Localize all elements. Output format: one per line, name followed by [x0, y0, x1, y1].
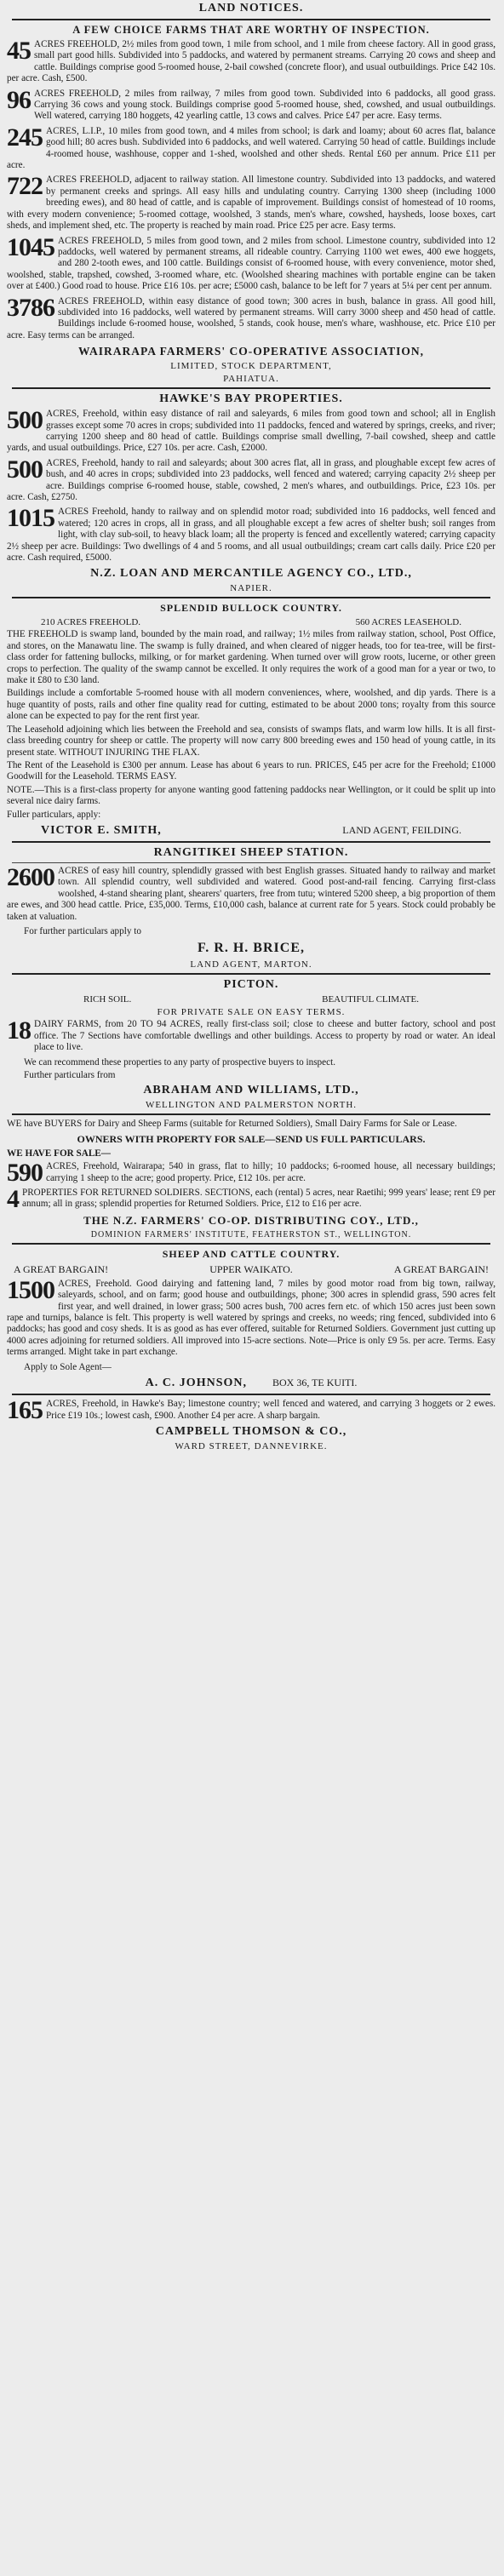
- agent-signature: [41, 824, 461, 838]
- listing-500-acres-b: [7, 455, 495, 504]
- company-subtitle: LIMITED, STOCK DEPARTMENT,: [170, 361, 332, 372]
- freehold-label: 210 ACRES FREEHOLD.: [41, 617, 141, 628]
- more-info: Further particulars from: [24, 1070, 116, 1080]
- divider: [12, 1113, 490, 1115]
- section-title-bullock: SPLENDID BULLOCK COUNTRY.: [160, 602, 342, 615]
- owners-notice: OWNERS WITH PROPERTY FOR SALE—SEND US FULL PARTICULARS.: [77, 1132, 426, 1145]
- acre-number: 1500: [7, 1275, 54, 1304]
- agent-name: ABRAHAM AND WILLIAMS, LTD.,: [143, 1084, 359, 1097]
- acre-number: 3786: [7, 293, 54, 322]
- for-sale-label: WE HAVE FOR SALE—: [7, 1148, 111, 1159]
- company-name: N.Z. LOAN AND MERCANTILE AGENCY CO., LTD.,: [90, 567, 412, 581]
- divider: [12, 862, 490, 863]
- company-address: DOMINION FARMERS' INSTITUTE, FEATHERSTON ST., WELLINGTON.: [90, 1229, 412, 1239]
- bargain-left: A GREAT BARGAIN!: [14, 1262, 109, 1275]
- acre-number: 2600: [7, 862, 54, 891]
- divider: [12, 19, 490, 20]
- listing-18-dairy-farms: [7, 1016, 495, 1053]
- paragraph: The Rent of the Leasehold is £300 per annum. Lease has about 6 years to run. PRICES, £45 per acre for the Freehold; £1000 Goodwill for the Leasehold. TERMS EASY.: [7, 759, 495, 782]
- section-title-inspection: A FEW CHOICE FARMS THAT ARE WORTHY OF INSPECTION.: [72, 24, 430, 36]
- acreage-split: [41, 617, 461, 627]
- page-title: LAND NOTICES.: [198, 2, 304, 14]
- acre-number: 1045: [7, 232, 54, 261]
- agent-role: WELLINGTON AND PALMERSTON NORTH.: [145, 1100, 358, 1111]
- agent-name: CAMPBELL THOMSON & CO.,: [155, 1424, 347, 1438]
- acre-number: 165: [7, 1396, 43, 1425]
- acre-number: 45: [7, 37, 31, 65]
- acre-number: 590: [7, 1159, 43, 1188]
- agent-role: LAND AGENT, MARTON.: [190, 959, 312, 970]
- listing-45-acres: [7, 39, 495, 85]
- company-place: PAHIATUA.: [223, 374, 279, 385]
- section-title-rangitikei: RANGITIKEI SHEEP STATION.: [153, 845, 349, 859]
- listing-text: ACRES, Freehold. Good dairying and fattening land, 7 miles by good motor road from big town, railway, saleyards, school, and on farm; good house and outbuildings, phone; 300 acres in splendid grass, 590 acres felt first year, and well drained, in lower grass; 500 acres bush, 700 acres fern etc. of which 150 acres just been sown rape and turnips, balance is felt. This property is well watered by springs and creeks, no weeds; ring fenced, subdivided into 6 paddocks; has good and cosy sheds. It is as good as has ever offered, suitable for Returned Soldiers. Government just cutting up 4000 acres adjoining for returned soldiers. All improved into 15-acre sections. Note—Price is only £9 5s. per acre. Terms. Easy terms arranged. Might take in part exchange.: [7, 1278, 495, 1358]
- listing-text: DAIRY FARMS, from 20 TO 94 ACRES, really first-class soil; close to cheese and butter factory, school and post office. The 7 Sections have comfortable dwellings and other buildings. Access to property by road or water. An ideal place to live.: [34, 1019, 495, 1053]
- sale-terms: FOR PRIVATE SALE ON EASY TERMS.: [157, 1007, 346, 1018]
- listing-text: ACRES FREEHOLD, 5 miles from good town, and 2 miles from school. Limestone country, subdivided into 12 paddocks, well watered by permanent streams, all rideable country. Carrying 1100 wet ewes, 400 ewe hoggets, and 280 2-tooth ewes, and 100 cattle. Buildings consist of 6-roomed house, with every convenience, motor shed, woolshed, stable, trapshed, cowshed, 3-roomed whare, etc. (Woolshed shearing machines with portable engine can be taken over at £400.) Good road to house. Price £16 10s. per acre; £5000 cash, balance to be left for 7 years at 5¼ per cent per annum.: [7, 235, 495, 292]
- listing-text: ACRES, L.I.P., 10 miles from good town, and 4 miles from school; is dark and loamy; about 60 acres flat, balance good hill; 80 acres bush. Subdivided into 6 paddocks, and well watered. Carrying 50 head of cattle. Buildings include 4-roomed house, washhouse, copper and 1-shed, woolshed and other sheds. Rental £60 per annum. Price £11 per acre.: [7, 125, 495, 171]
- agent-name: VICTOR E. SMITH,: [41, 823, 162, 837]
- bargain-banner: [14, 1263, 489, 1276]
- listing-722-acres: [7, 172, 495, 232]
- listing-2600-acres: [7, 862, 495, 923]
- listing-text: ACRES FREEHOLD, within easy distance of good town; 300 acres in bush, balance in grass. All good hill, subdivided into 16 paddocks, well watered by permanent streams. Will carry 3000 sheep and 450 head of cattle. Buildings include 6-roomed house, woolshed, 5 stands, cook house, men's whare, washhouse, etc. Price £10 per acre. Easy terms can be arranged.: [7, 295, 495, 341]
- buyers-notice: WE have BUYERS for Dairy and Sheep Farms (suitable for Returned Soldiers), Small Dairy Farms for Sale or Lease.: [7, 1119, 457, 1130]
- section-title-hawkes-bay: HAWKE'S BAY PROPERTIES.: [159, 392, 343, 406]
- divider: [12, 841, 490, 843]
- acre-number: 1015: [7, 504, 54, 533]
- listing-text: ACRES, Freehold, Wairarapa; 540 in grass, flat to hilly; 10 paddocks; 6-roomed house, all necessary buildings; carrying 1 sheep to the acre; good property. Price, £12 10s. per acre.: [46, 1161, 495, 1183]
- agent-role: WARD STREET, DANNEVIRKE.: [175, 1440, 328, 1451]
- listing-text: ACRES, Freehold, in Hawke's Bay; limestone country; well fenced and watered, and carrying 3 hoggets or 2 ewes. Price £19 10s.; lowest cash, £900. Another £4 per acre. A sharp bargain.: [46, 1399, 495, 1421]
- paragraph: The Leasehold adjoining which lies between the Freehold and sea, consists of swamps flats, and warm low hills. It is all first-class breeding country for sheep or cattle. The property will now carry 800 breeding ewes and 150 head of young cattle, in its present state. WITHOUT INJURING THE FLAX.: [7, 724, 495, 758]
- listing-245-acres: [7, 123, 495, 172]
- listing-1045-acres: [7, 232, 495, 293]
- divider: [12, 1243, 490, 1245]
- listing-165-acres: [7, 1396, 495, 1425]
- company-place: NAPIER.: [230, 583, 272, 594]
- listing-text: ACRES Freehold, handy to railway and on splendid motor road; subdivided into 16 paddocks, well fenced and watered; 120 acres in crops, all in grass, and all ploughable except a few acres of shelter bush; soil ranges from light, with clay sub-soil, to heavy black loam; all the property is fenced and excellently watered; carrying capacity 2½ sheep per acre. Buildings: Two dwellings of 4 and 5 rooms, and all usual outbuildings; cream cart calls daily. Price £20 per acre. Cash required, £5000.: [7, 507, 495, 564]
- acre-number: 722: [7, 172, 43, 201]
- listing-3786-acres: [7, 293, 495, 342]
- land-notices-column: [0, 2, 504, 1451]
- bargain-right: A GREAT BARGAIN!: [393, 1262, 489, 1275]
- company-name: WAIRARAPA FARMERS' CO-OPERATIVE ASSOCIATION,: [77, 345, 425, 358]
- recommendation: We can recommend these properties to any party of prospective buyers to inspect.: [24, 1056, 335, 1068]
- listing-text: PROPERTIES FOR RETURNED SOLDIERS. SECTIONS, each (rental) 5 acres, near Raetihi; 999 years' lease; rent £9 per annum; all in grass; splendid properties for Returned Soldiers. Price, £12 to £16 per acre.: [22, 1188, 495, 1210]
- listing-590-acres: [7, 1159, 495, 1188]
- more-info: For further particulars apply to: [24, 925, 141, 936]
- listing-text: ACRES of easy hill country, splendidly grassed with best English grasses. Situated handy to railway and market town. All splendid country, well subdivided and watered. Good post-and-rail fencing. Carrying first-class woolshed, 4-stand shearing plant, shearers' quarters, free from tutu; wintered 5200 sheep, a big proportion of them are ewes, and 300 head cattle. Price, £35,000. Terms, £10,000 cash, balance at current rate for 5 years. Stock could probably be taken at valuation.: [7, 865, 495, 922]
- listing-500-acres-a: [7, 406, 495, 455]
- acre-number: 245: [7, 123, 43, 152]
- leasehold-label: 560 ACRES LEASEHOLD.: [355, 617, 461, 628]
- agent-signature: [41, 1377, 461, 1390]
- listing-text: ACRES, Freehold, within easy distance of rail and saleyards, 6 miles from good town and school; all in English grasses except some 70 acres in crops; subdivided into 11 paddocks, fenced and watered by springs, creeks, and river; carrying 1200 sheep and 80 head of cattle. Buildings comprise small dwelling, 7-bail cowshed, sheep and cattle yards, and usual outbuildings. Price, £27 10s. per acre. Cash, £2000.: [7, 409, 495, 454]
- picton-tagline: [83, 994, 419, 1005]
- listing-text: ACRES, Freehold, handy to rail and saleyards; about 300 acres flat, all in grass, and ploughable except few acres of bush, and 40 acres in crops; subdivided into 23 paddocks, well fenced and watered; carrying capacity 2½ sheep per acre. Buildings comprise 6-roomed house, stable, cowshed, 2 men's whares, and outbuildings. Price, £23 10s. per acre. Cash, £2750.: [7, 457, 495, 502]
- tagline-right: BEAUTIFUL CLIMATE.: [322, 994, 419, 1005]
- section-number: 4: [7, 1185, 19, 1214]
- paragraph: THE FREEHOLD is swamp land, bounded by the main road, and railway; 1½ miles from railway station, school, Post Office, and stores, on the Manawatu line. The swamp is fully drained, and when cleared of nigger heads, too for tea-tree, will be first-class order for fattening bullocks, milking, or for market gardening. When turned over will grow roots, lucerne, or other green crops to perfection. The quality of the swamp cannot be excelled. It only requires the work of a good man for a year or two, to make it £80 to £30 land.: [7, 629, 495, 686]
- paragraph: Buildings include a comfortable 5-roomed house with all modern conveniences, where, woolshed, and dip yards. There is a huge quantity of posts, rails and other fine quality read for cutting, estimated to be about 2000 tons; royalty from this source alone can be expected to pay for the rent first year.: [7, 688, 495, 722]
- section-title-picton: PICTON.: [223, 978, 279, 992]
- divider: [12, 1394, 490, 1395]
- paragraph: NOTE.—This is a first-class property for anyone wanting good fattening paddocks near Wellington, or it could be split up into several nice dairy farms.: [7, 784, 495, 807]
- agent-name: F. R. H. BRICE,: [198, 941, 305, 956]
- listing-1500-acres: [7, 1275, 495, 1359]
- divider: [12, 597, 490, 598]
- section-title-sheep-cattle: SHEEP AND CATTLE COUNTRY.: [162, 1247, 341, 1260]
- agent-name: A. C. JOHNSON,: [145, 1377, 247, 1390]
- listing-text: ACRES FREEHOLD, 2 miles from railway, 7 miles from good town. Subdivided into 6 paddocks, all good grass. Carrying 36 cows and young stock. Buildings comprise good 5-roomed house, shed, cowshed, and usual outbuildings. Well watered, carrying 180 hoggets, 42 yearling cattle, 13 cows and calves. Price £47 per acre. Easy terms.: [34, 88, 495, 122]
- agent-role: LAND AGENT, FEILDING.: [342, 823, 461, 836]
- paragraph: Fuller particulars, apply:: [7, 809, 101, 820]
- listing-text: ACRES FREEHOLD, adjacent to railway station. All limestone country. Subdivided into 13 paddocks, and watered by permanent creeks and springs. All easy hills and undulating country. Carrying 1300 sheep (including 1000 breeding ewes), and 80 head of cattle, and is capable of improvement. Buildings consist of homestead of 10 rooms, with every modern convenience; 5-roomed cottage, woolshed, 3 stands, men's whare, cowshed, haysheds, loose boxes, cart sheds, and implement shed, etc. The property is reached by main road. Price £25 per acre. Easy terms.: [7, 175, 495, 232]
- region-label: UPPER WAIKATO.: [209, 1262, 293, 1275]
- acre-number: 96: [7, 85, 31, 114]
- listing-text: ACRES FREEHOLD, 2½ miles from good town, 1 mile from school, and 1 mile from cheese factory. All in good grass, small part good hills. Subdivided into 5 paddocks, and watered by permanent streams. Carrying 20 cows and sheep and cattle. Buildings comprise good 5-roomed house, 2-bail cowshed (concrete floor), and usual outbuildings. Price £42 10s. per acre. Cash, £500.: [7, 39, 495, 84]
- tagline-left: RICH SOIL.: [83, 994, 132, 1005]
- listing-4-sections: [7, 1185, 495, 1214]
- divider: [12, 387, 490, 389]
- farm-number: 18: [7, 1016, 31, 1045]
- listing-96-acres: [7, 85, 495, 123]
- acre-number: 500: [7, 406, 43, 435]
- company-name: THE N.Z. FARMERS' CO-OP. DISTRIBUTING COY., LTD.,: [83, 1213, 419, 1227]
- more-info: Apply to Sole Agent—: [24, 1361, 112, 1372]
- divider: [12, 973, 490, 975]
- agent-role: BOX 36, TE KUITI.: [272, 1377, 358, 1389]
- listing-1015-acres: [7, 504, 495, 564]
- acre-number: 500: [7, 455, 43, 484]
